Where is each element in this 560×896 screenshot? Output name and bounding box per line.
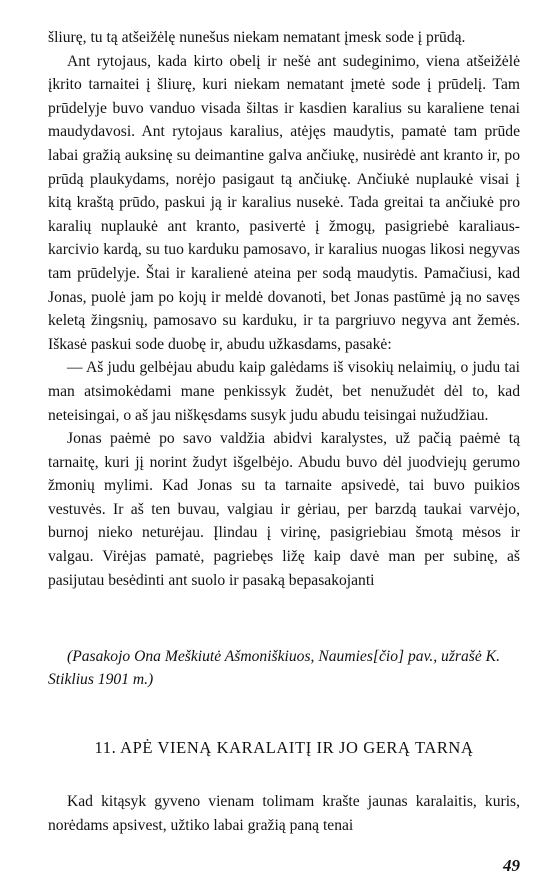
- paragraph-continuation: šliurę, tu tą atšeižėlę nunešus niekam nematant įmesk sode į prūdą.: [48, 29, 466, 46]
- chapter-heading: 11. APĖ VIENĄ KARALAITĮ IR JO GERĄ TARNĄ: [94, 738, 474, 757]
- page-number: 49: [503, 856, 520, 875]
- paragraph-speech: — Aš judu gelbėjau abudu kaip galėdams iš visokių nelaimių, o judu tai man atsimokėdami mane penkissyk žudėt, bet nenužudėt dėl to, kad neteisingai, o aš jau niškęsdams susyk judu abudu teisingai nužudžiau.: [48, 359, 520, 424]
- paragraph-ending: Jonas paėmė po savo valdžia abidvi karalystes, už pačią paėmė tą tarnaitę, kuri jį norint žudyt išgelbėjo. Abudu buvo dėl juodviejų gerumo žmonių mylimi. Kad Jonas su ta tarnaite apsivedė, tai buvo puikios vestuvės. Ir aš ten buvau, valgiau ir gėriau, per barzdą taukai varvėjo, burnoj nieko neturėjau. Įlindau į virinę, pasigriebiau šmotą mėsos ir valgau. Virėjas pamatė, pagriebęs ližę kaip davė man per subinę, aš pasijutau besėdinti ant suolo ir pasaką bepasakojanti: [48, 430, 520, 589]
- source-note: (Pasakojo Ona Meškiutė Ašmoniškiuos, Naumies[čio] pav., užrašė K. Stiklius 1901 m.): [48, 648, 500, 688]
- paragraph-story: Ant rytojaus, kada kirto obelį ir nešė ant sudeginimo, viena atšeižėlė įkrito tarnaitei į šliurę, kuri niekam nematant įmetė sode į prūdelį. Tam prūdelyje buvo vanduo visada šiltas ir kasdien karalius su karaliene tenai maudydavosi. Ant rytojaus karalius, atėjęs maudytis, pamatė tam prūde labai gražią auksinę su deimantine galva ančiukę, nusirėdė ant kranto ir, po prūdą plaukydams, norėjo pasigaut tą ančiukę. Ančiukė nuplaukė visai į kitą kraštą prūdo, paskui ją ir karalius nusekė. Tada greitai ta ančiukė pro karalių nuplaukė ant kranto, pasivertė į žmogų, pasigriebė karaliaus-karcivio kardą, su tuo karduku pamosavo, ir karalius nuogas likosi negyvas tam prūdelyje. Štai ir karalienė ateina per sodą maudytis. Pamačiusi, kad Jonas, puolė jam po kojų ir meldė dovanoti, bet Jonas pastūmė ją no savęs keletą žingsnių, pamosavo su karduku, ir ta pargriuvo negyva ant žemės. Iškasė paskui sode duobę ir, abudu užkasdams, pasakė:: [48, 52, 520, 353]
- story-text: [48, 26, 520, 592]
- chapter-opening-paragraph: Kad kitąsyk gyveno vienam tolimam krašte jaunas karalaitis, kuris, norėdams apsivest, užtiko labai gražią paną tenai: [48, 793, 520, 834]
